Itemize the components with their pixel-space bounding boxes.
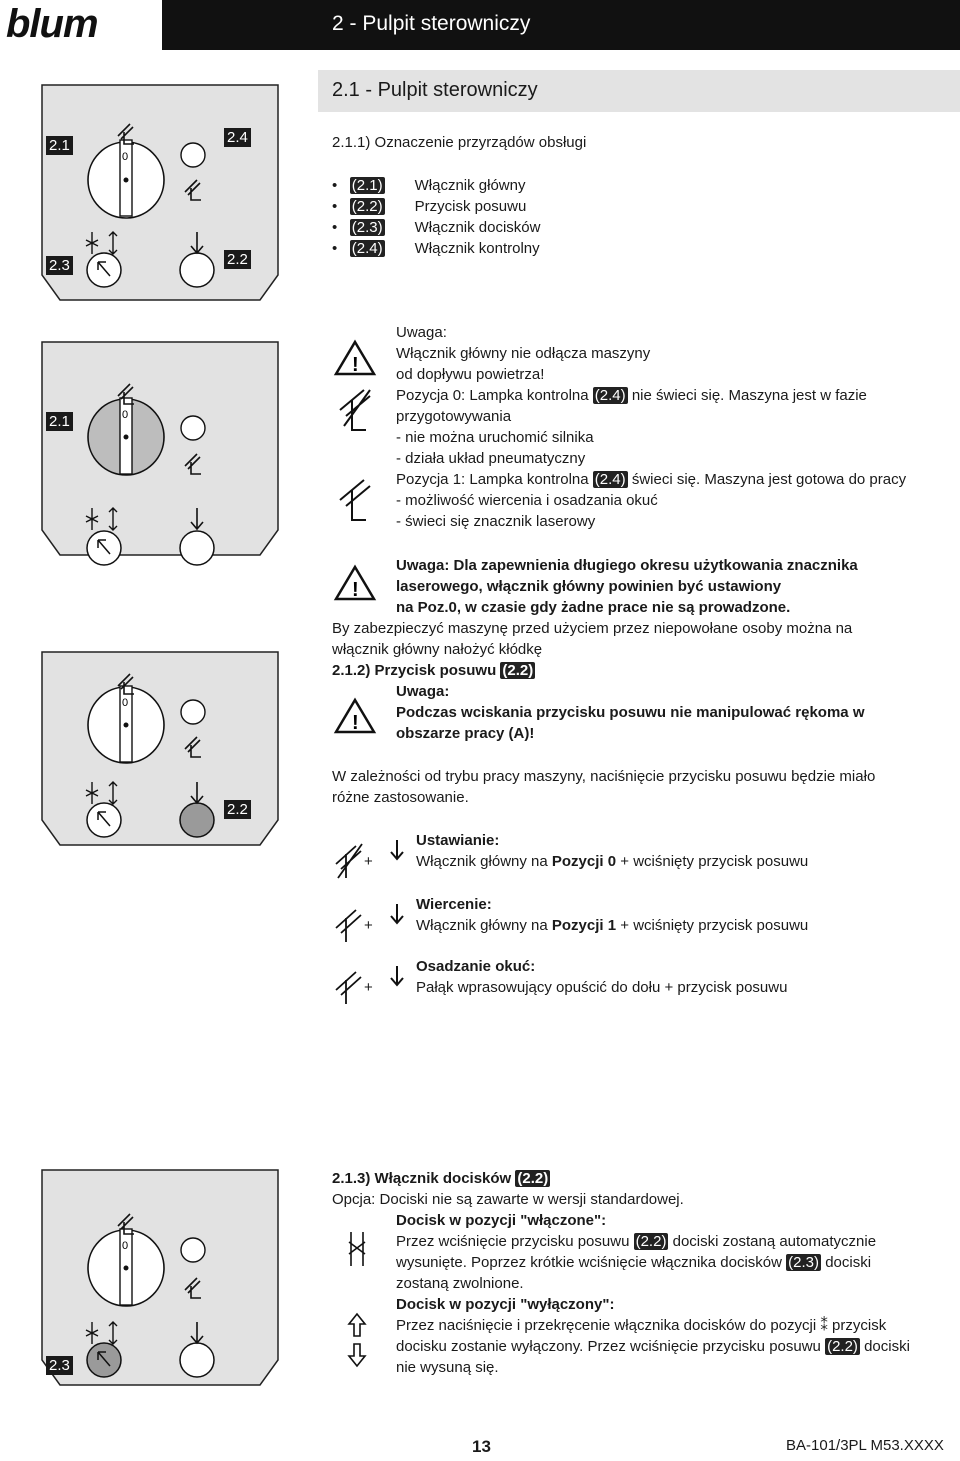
mode-setup — [416, 830, 808, 872]
section3-heading: 2.1.3) Włącznik docisków (2.2) — [332, 1170, 549, 1187]
svg-text:!: ! — [352, 354, 359, 376]
section-title: 2.1 - Pulpit sterowniczy — [332, 79, 538, 101]
warning-line: Podczas wciskania przycisku posuwu nie manipulować rękoma w — [396, 704, 865, 721]
section1-heading: 2.1.1) Oznaczenie przyrządów obsługi — [332, 134, 587, 151]
warning-icon — [336, 700, 374, 734]
mode-drilling — [416, 894, 808, 936]
clamp-off-title: Docisk w pozycji "wyłączony": — [396, 1296, 615, 1313]
svg-text:0: 0 — [122, 409, 129, 421]
position0-line: - działa układ pneumatyczny — [396, 450, 586, 467]
svg-text:0: 0 — [122, 151, 129, 163]
svg-text:0: 0 — [122, 697, 129, 709]
mode-title: Osadzanie okuć: — [416, 958, 536, 975]
arrow-down-icon — [391, 966, 403, 985]
clamp-off-line: nie wysuną się. — [396, 1359, 499, 1376]
clamp-description — [396, 1210, 910, 1378]
mode-title: Ustawianie: — [416, 832, 500, 849]
section2-paragraph — [332, 766, 875, 808]
mode-desc: Włącznik główny na Pozycji 1 + wciśnięty przycisk posuwu — [416, 917, 809, 934]
list-item: • (2.1) Włącznik główny — [332, 177, 526, 194]
list-item: • (2.4) Włącznik kontrolny — [332, 240, 540, 257]
label-2-2: 2.2 — [224, 250, 251, 269]
position0-line: przygotowywania — [396, 408, 512, 425]
clamp-off-icon — [349, 1314, 365, 1366]
plus-sign: + — [364, 853, 373, 870]
brand-logo: blum — [6, 2, 98, 46]
clamp-on-line: Przez wciśnięcie przycisku posuwu (2.2) dociski zostaną automatycznie — [396, 1233, 877, 1250]
position1-line: Pozycja 1: Lampka kontrolna (2.4) świeci się. Maszyna jest gotowa do pracy — [396, 471, 907, 488]
clamp-on-title: Docisk w pozycji "włączone": — [396, 1212, 607, 1229]
position1-line: - świeci się znacznik laserowy — [396, 513, 596, 530]
document-code: BA-101/3PL M53.XXXX — [786, 1437, 944, 1454]
label-panel4: 2.3 — [46, 1356, 73, 1375]
plus-sign: + — [364, 979, 373, 996]
warning-title: Uwaga: — [396, 683, 450, 700]
warning-icon — [336, 567, 374, 601]
clamp-icons — [345, 1230, 369, 1370]
label-2-1: 2.1 — [46, 136, 73, 155]
panel-main-switch — [42, 342, 278, 565]
warning-title: Uwaga: — [396, 324, 447, 341]
clamp-off-line: Przez naciśnięcie i przekręcenie włącznika docisków do pozycji ⁑ przycisk — [396, 1317, 887, 1334]
clamp-symbol-icon: ⁑ — [820, 1317, 828, 1334]
drill-icon — [336, 910, 361, 942]
chapter-title: 2 - Pulpit sterowniczy — [332, 12, 531, 35]
panel-clamp-switch — [42, 1170, 278, 1385]
drill-icon — [336, 972, 361, 1004]
option-note: Opcja: Dociski nie są zawarte w wersji standardowej. — [332, 1191, 684, 1208]
position0-line: Pozycja 0: Lampka kontrolna (2.4) nie świeci się. Maszyna jest w fazie — [396, 387, 867, 404]
drill-crossed-icon — [336, 844, 362, 878]
warning2-block — [396, 555, 858, 618]
mode-inserting — [416, 956, 787, 998]
mode-desc: Włącznik główny na Pozycji 0 + wciśnięty przycisk posuwu — [416, 853, 809, 870]
mode-title: Wiercenie: — [416, 896, 492, 913]
paragraph-line: różne zastosowanie. — [332, 789, 469, 806]
section2-warning — [396, 681, 865, 744]
control-panel-illustrations — [0, 0, 320, 1461]
page-number: 13 — [472, 1437, 491, 1456]
warning-line: Uwaga: Dla zapewnienia długiego okresu użytkowania znacznika — [396, 557, 858, 574]
arrow-down-icon — [391, 904, 403, 923]
clamp-on-line: zostaną zwolnione. — [396, 1275, 524, 1292]
position1-line: - możliwość wiercenia i osadzania okuć — [396, 492, 658, 509]
mode-desc: Pałąk wprasowujący opuścić do dołu + przycisk posuwu — [416, 979, 788, 996]
warning1-block — [396, 322, 906, 532]
position0-line: - nie można uruchomić silnika — [396, 429, 594, 446]
section3 — [332, 1168, 684, 1210]
label-panel2: 2.1 — [46, 412, 73, 431]
plus-sign: + — [364, 917, 373, 934]
svg-text:0: 0 — [122, 1240, 129, 1252]
list-item: • (2.2) Przycisk posuwu — [332, 198, 527, 215]
controls-list — [332, 175, 540, 259]
svg-text:!: ! — [352, 579, 359, 601]
warning-line: od dopływu powietrza! — [396, 366, 545, 383]
label-panel3: 2.2 — [224, 800, 251, 819]
feed-arrow-icons — [385, 838, 409, 1008]
padlock-note — [332, 618, 852, 681]
section2-heading: 2.1.2) Przycisk posuwu (2.2) — [332, 662, 534, 679]
warning-line: laserowego, włącznik główny powinien być ustawiony — [396, 578, 782, 595]
warning-line: na Poz.0, w czasie gdy żadne prace nie są prowadzone. — [396, 599, 791, 616]
drill-crossed-icon — [340, 390, 370, 430]
label-2-4: 2.4 — [224, 128, 251, 147]
warning-line: Włącznik główny nie odłącza maszyny — [396, 345, 651, 362]
clamp-off-line: docisku zostanie wyłączony. Przez wciśnięcie przycisku posuwu (2.2) dociski — [396, 1338, 910, 1355]
warning-line: obszarze pracy (A)! — [396, 725, 535, 742]
warning-icon — [336, 342, 374, 376]
list-item: • (2.3) Włącznik docisków — [332, 219, 541, 236]
arrow-down-icon — [391, 840, 403, 859]
clamp-on-line: wysunięte. Poprzez krótkie wciśnięcie włącznika docisków (2.3) dociski — [396, 1254, 872, 1271]
svg-text:!: ! — [352, 712, 359, 734]
note-line: włącznik główny nałożyć kłódkę — [332, 641, 543, 658]
clamp-on-icon — [349, 1232, 365, 1266]
note-line: By zabezpieczyć maszynę przed użyciem przez niepowołane osoby można na — [332, 620, 853, 637]
paragraph-line: W zależności od trybu pracy maszyny, naciśnięcie przycisku posuwu będzie miało — [332, 768, 876, 785]
drill-icon — [340, 480, 370, 520]
label-2-3: 2.3 — [46, 256, 73, 275]
